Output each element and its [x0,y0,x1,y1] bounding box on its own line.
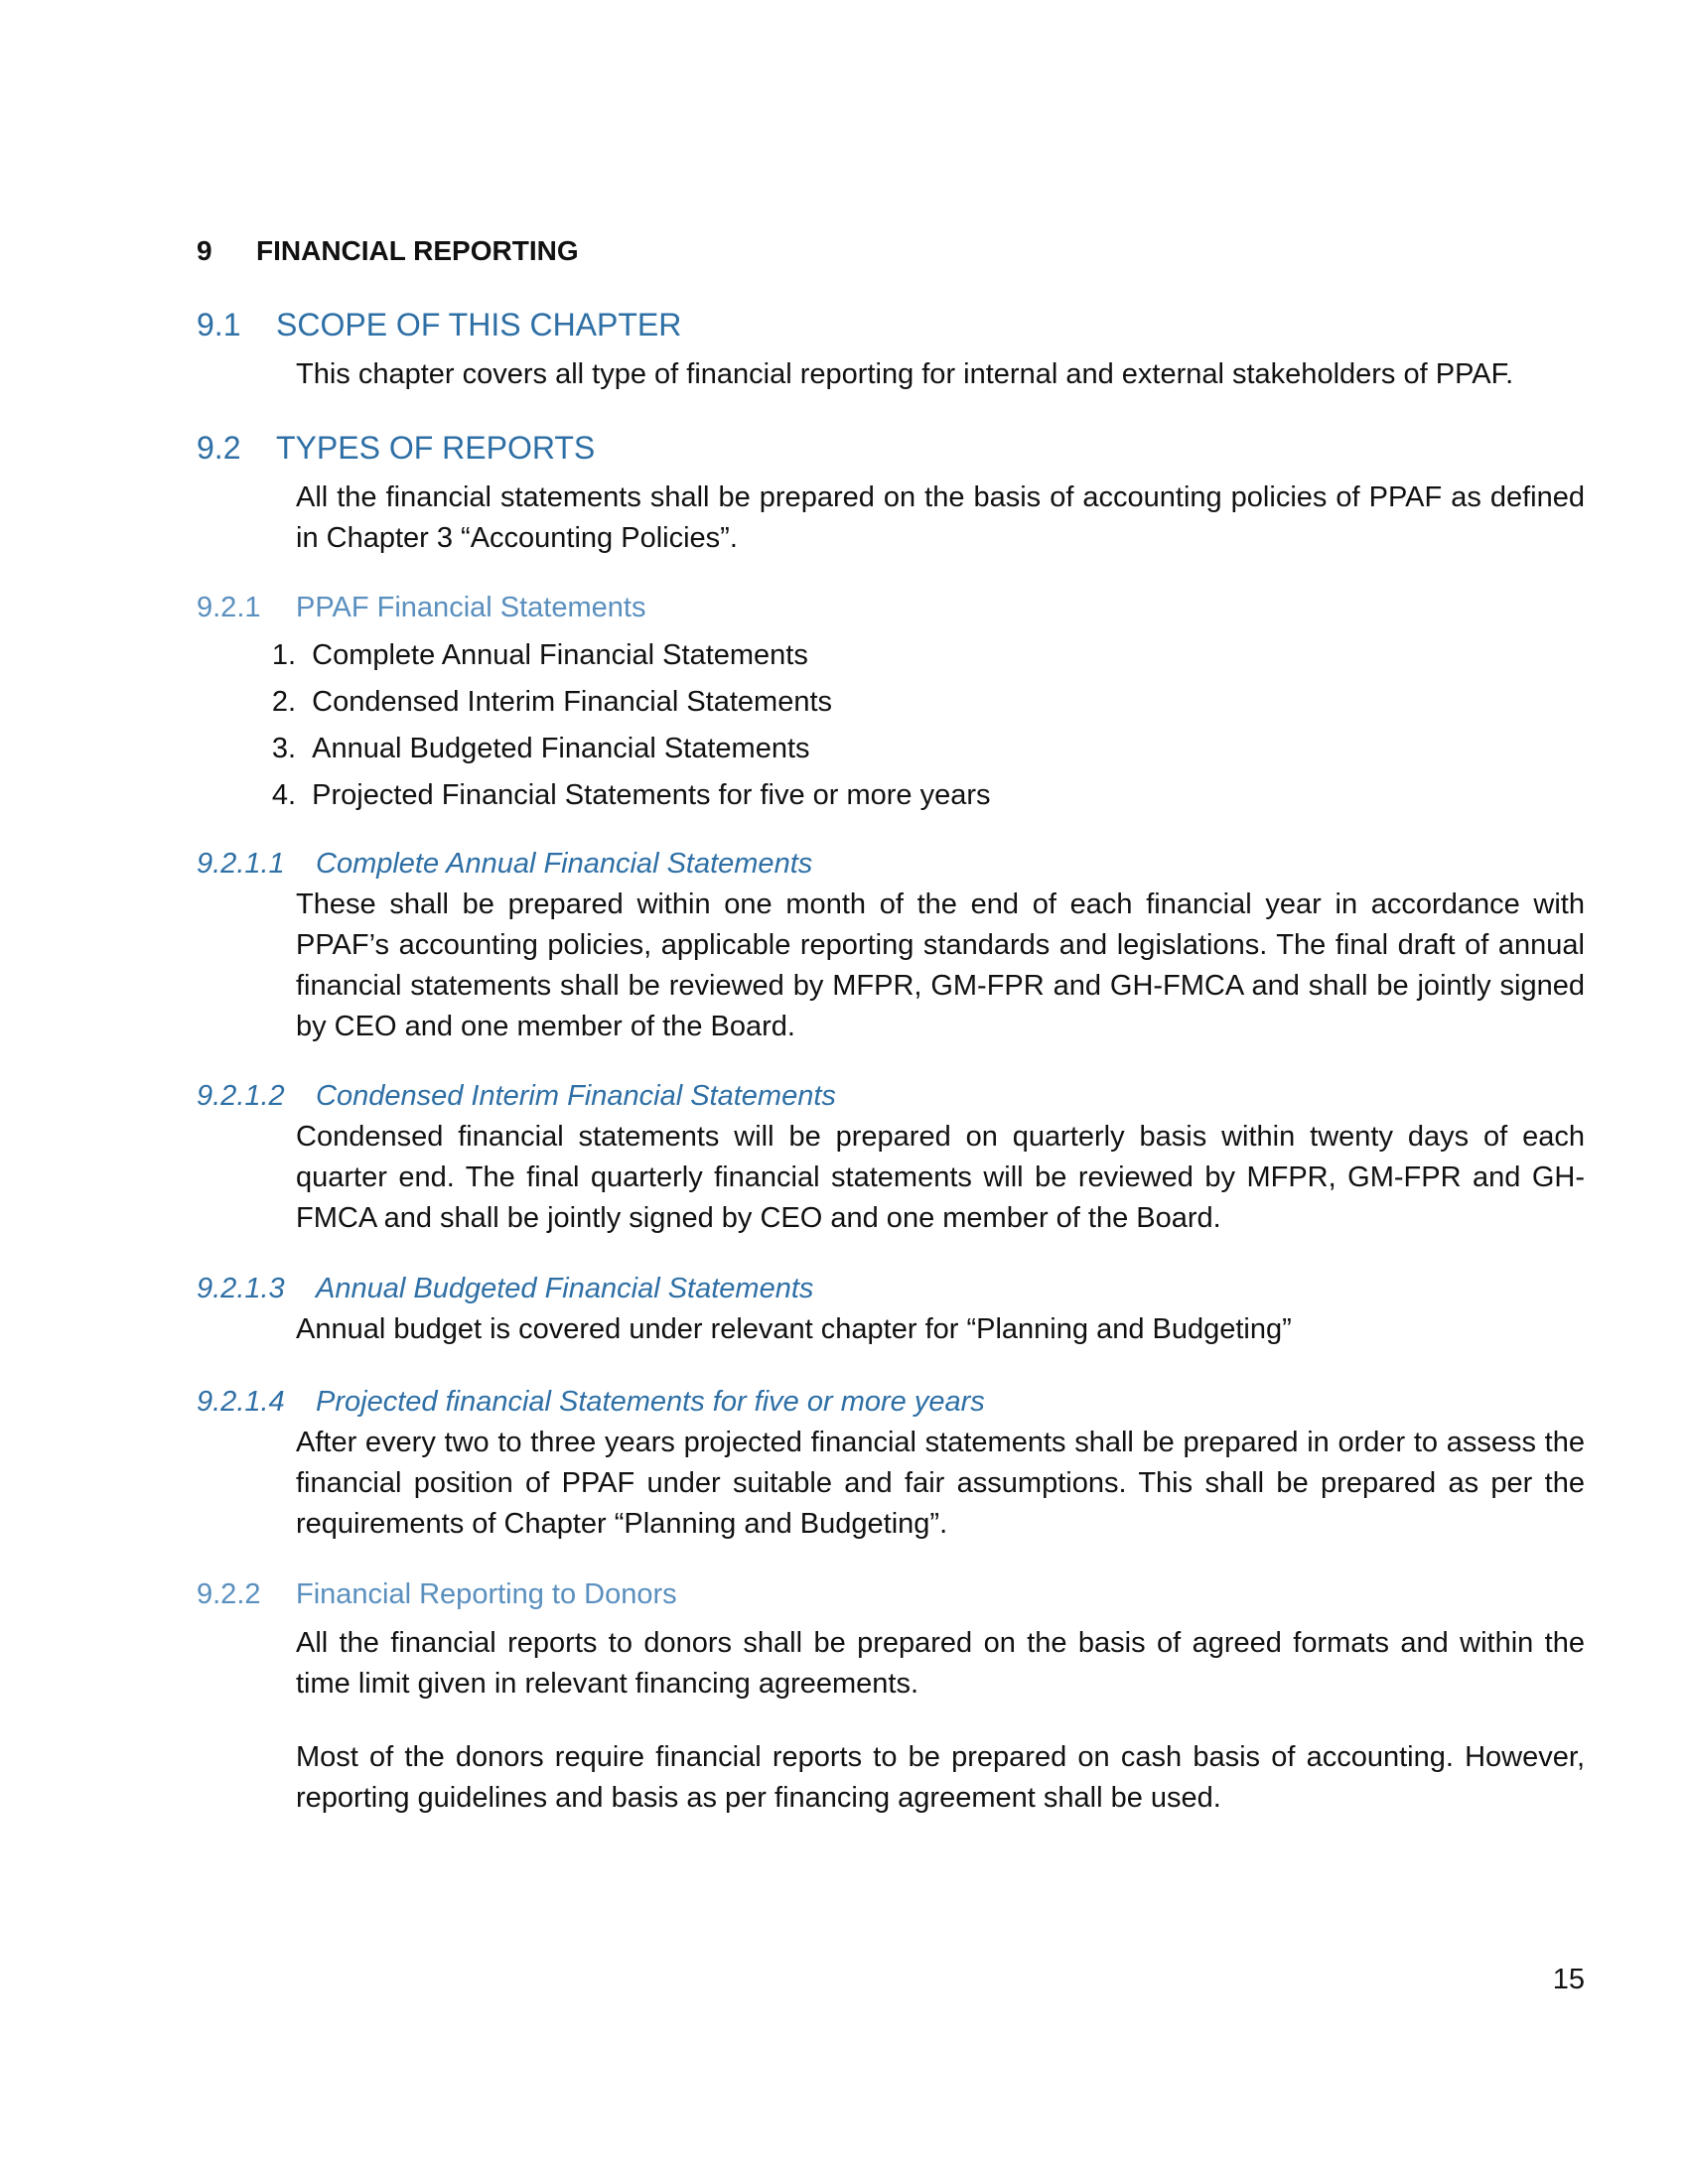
list-item [234,632,991,679]
section-9-2-1-1-paragraph: These shall be prepared within one month of the end of each financial year in accordance with PPAF’s accounting policies, applicable reporting standards and legislations. The final draft of annual financial statements shall be reviewed by MFPR, GM-FPR and GH-FMCA and shall be jointly signed by CEO and one member of the Board. [296,888,1585,1042]
list-item [234,679,991,726]
subsection-heading-9-2-2 [197,1576,677,1612]
list-item [234,726,991,772]
list-item-text: Condensed Interim Financial Statements [312,686,833,718]
section-number: 9.1 [197,307,241,342]
subsection-title: PPAF Financial Statements [296,592,646,623]
subsubsection-heading-9-2-1-2 [197,1078,836,1114]
subsubsection-title: Projected financial Statements for five or more years [316,1386,985,1418]
section-title: SCOPE OF THIS CHAPTER [276,307,682,342]
section-9-2-1-3-paragraph: Annual budget is covered under relevant chapter for “Planning and Budgeting” [296,1313,1292,1345]
financial-statements-list [234,632,991,819]
section-heading-9-2 [197,429,595,467]
subsubsection-number: 9.2.1.2 [197,1080,285,1112]
subsubsection-heading-9-2-1-3 [197,1271,813,1306]
list-marker: 2. [271,686,296,718]
section-title: TYPES OF REPORTS [276,430,596,466]
list-marker: 3. [271,733,296,764]
subsection-title: Financial Reporting to Donors [296,1578,677,1610]
section-9-2-2-paragraph-2: Most of the donors require financial reports to be prepared on cash basis of accounting. However, reporting guidelines and basis as per financing agreement shall be used. [296,1741,1585,1814]
section-9-1-paragraph: This chapter covers all type of financial reporting for internal and external stakeholders of PPAF. [296,358,1514,390]
chapter-heading [197,234,579,268]
section-heading-9-1 [197,306,681,343]
subsubsection-title: Condensed Interim Financial Statements [316,1080,836,1112]
subsubsection-number: 9.2.1.4 [197,1386,285,1418]
section-9-2-2-paragraph-1: All the financial reports to donors shall be prepared on the basis of agreed formats and within the time limit given in relevant financing agreements. [296,1627,1585,1700]
list-marker: 1. [271,639,296,671]
list-item [234,772,991,819]
subsubsection-title: Complete Annual Financial Statements [316,848,813,880]
subsubsection-heading-9-2-1-1 [197,846,812,882]
section-number: 9.2 [197,430,241,466]
section-9-2-1-2-paragraph: Condensed financial statements will be prepared on quarterly basis within twenty days of each quarter end. The final quarterly financial statements will be reviewed by MFPR, GM-FPR and GH-FMCA and shall be jointly signed by CEO and one member of the Board. [296,1121,1585,1234]
subsection-number: 9.2.1 [197,592,261,623]
section-9-2-1-4-paragraph: After every two to three years projected financial statements shall be prepared in order to assess the financial position of PPAF under suitable and fair assumptions. This shall be prepared as per the requirements of Chapter “Planning and Budgeting”. [296,1427,1585,1540]
chapter-title: FINANCIAL REPORTING [256,235,579,266]
page-number: 15 [1552,1964,1585,1995]
list-marker: 4. [271,779,296,811]
subsubsection-heading-9-2-1-4 [197,1384,985,1420]
list-item-text: Complete Annual Financial Statements [312,639,808,671]
list-item-text: Projected Financial Statements for five or more years [312,779,991,811]
subsubsection-title: Annual Budgeted Financial Statements [316,1273,814,1304]
section-9-2-paragraph: All the financial statements shall be prepared on the basis of accounting policies of PPAF as defined in Chapter 3 “Accounting Policies”. [296,481,1585,554]
subsubsection-number: 9.2.1.3 [197,1273,285,1304]
subsubsection-number: 9.2.1.1 [197,848,285,880]
subsection-heading-9-2-1 [197,590,645,625]
chapter-number: 9 [197,235,212,266]
list-item-text: Annual Budgeted Financial Statements [312,733,810,764]
subsection-number: 9.2.2 [197,1578,261,1610]
